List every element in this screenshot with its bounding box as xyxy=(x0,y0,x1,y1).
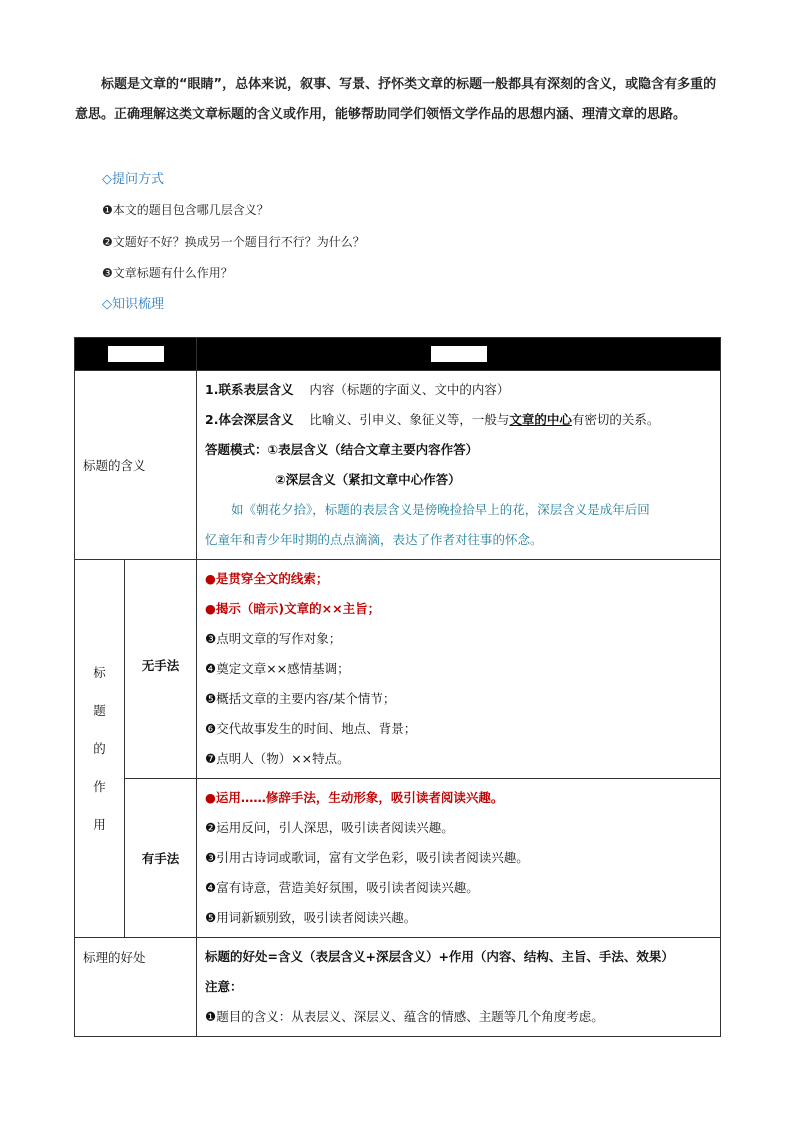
with-technique-item: ❷运用反问，引人深思，吸引读者阅读兴趣。 xyxy=(205,820,454,835)
no-technique-item: ❻交代故事发生的时间、地点、背景； xyxy=(205,721,417,736)
knowledge-table xyxy=(74,337,721,1037)
no-technique-item: ❼点明人（物）××特点。 xyxy=(205,751,350,766)
meaning-label: 标题的含义 xyxy=(75,371,197,560)
l1-body: 内容（标题的字面义、文中的内容） xyxy=(309,382,510,397)
header-label-box xyxy=(108,346,164,362)
no-technique-item: ❸点明文章的写作对象； xyxy=(205,631,342,646)
pattern-line-2 xyxy=(205,465,712,495)
pattern-2: ②深层含义（紧扣文章中心作答） xyxy=(275,472,461,487)
pattern-head: 答题模式： xyxy=(205,442,268,457)
benefit-note-head: 注意： xyxy=(205,979,243,994)
benefit-note-1: ❶题目的含义：从表层义、深层义、蕴含的情感、主题等几个角度考虑。 xyxy=(205,1009,604,1024)
function-label-char: 题 xyxy=(93,702,106,718)
knowledge-section-title: ◇知识梳理 xyxy=(102,297,164,312)
benefit-formula: 标题的好处=含义（表层含义+深层含义）+作用（内容、结构、主旨、手法、效果） xyxy=(205,949,674,964)
meaning-line-1 xyxy=(205,375,712,405)
question-3: ❸文章标题有什么作用？ xyxy=(102,266,233,280)
with-technique-item: ❸引用古诗词或歌词，富有文学色彩，吸引读者阅读兴趣。 xyxy=(205,850,529,865)
example-line-1: 如《朝花夕拾》，标题的表层含义是傍晚捡拾早上的花，深层含义是成年后回 xyxy=(231,502,650,517)
header-cell-left xyxy=(75,338,197,371)
function-no-technique-row xyxy=(75,560,721,779)
function-label-char: 作 xyxy=(93,778,106,794)
with-technique-item: ❺用词新颖别致，吸引读者阅读兴趣。 xyxy=(205,910,417,925)
with-technique-item: ❹富有诗意，营造美好氛围，吸引读者阅读兴趣。 xyxy=(205,880,479,895)
question-1: ❶本文的题目包含哪几层含义？ xyxy=(102,203,269,217)
pattern-line-1 xyxy=(205,435,712,465)
function-label-char: 用 xyxy=(93,816,106,832)
l2-head: 2.体会深层含义 xyxy=(205,412,294,427)
with-technique-content xyxy=(197,779,721,938)
l1-head: 1.联系表层含义 xyxy=(205,382,294,397)
meaning-content xyxy=(197,371,721,560)
meaning-row xyxy=(75,371,721,560)
header-label-box xyxy=(431,346,487,362)
l2-key: 文章的中心 xyxy=(509,412,572,427)
pattern-1: ①表层含义（结合文章主要内容作答） xyxy=(267,442,479,457)
intro-paragraph: 标题是文章的“眼睛”，总体来说，叙事、写景、抒怀类文章的标题一般都具有深刻的含义，或隐含有多重的意思。正确理解这类文章标题的含义或作用，能够帮助同学们领悟文学作品的思想内涵、理清文章的思路。 xyxy=(75,77,717,122)
question-2: ❷文题好不好？换成另一个题目行不行？为什么？ xyxy=(102,235,365,249)
no-technique-item: ❺概括文章的主要内容/某个情节； xyxy=(205,691,396,706)
header-cell-right xyxy=(197,338,721,371)
meaning-line-2 xyxy=(205,405,712,435)
function-label xyxy=(75,560,125,938)
function-with-technique-row xyxy=(75,779,721,938)
example-line-2: 忆童年和青少年时期的点点滴滴，表达了作者对往事的怀念。 xyxy=(205,532,543,547)
with-technique-label: 有手法 xyxy=(125,779,197,938)
no-technique-content xyxy=(197,560,721,779)
no-technique-item: ●揭示（暗示)文章的××主旨； xyxy=(205,601,381,616)
benefit-content xyxy=(197,938,721,1037)
l2-post: 有密切的关系。 xyxy=(571,412,660,427)
no-technique-item: ❹奠定文章××感情基调； xyxy=(205,661,350,676)
l2-pre: 比喻义、引申义、象征义等，一般与 xyxy=(309,412,510,427)
benefit-label: 标理的好处 xyxy=(75,938,197,1037)
benefit-row xyxy=(75,938,721,1037)
no-technique-label: 无手法 xyxy=(125,560,197,779)
with-technique-item: ●运用……修辞手法，生动形象，吸引读者阅读兴趣。 xyxy=(205,790,504,805)
function-label-char: 标 xyxy=(93,664,106,680)
no-technique-item: ●是贯穿全文的线索； xyxy=(205,571,329,586)
table-header-row xyxy=(75,338,721,371)
ask-section-title: ◇提问方式 xyxy=(102,172,164,187)
function-label-char: 的 xyxy=(93,740,106,756)
